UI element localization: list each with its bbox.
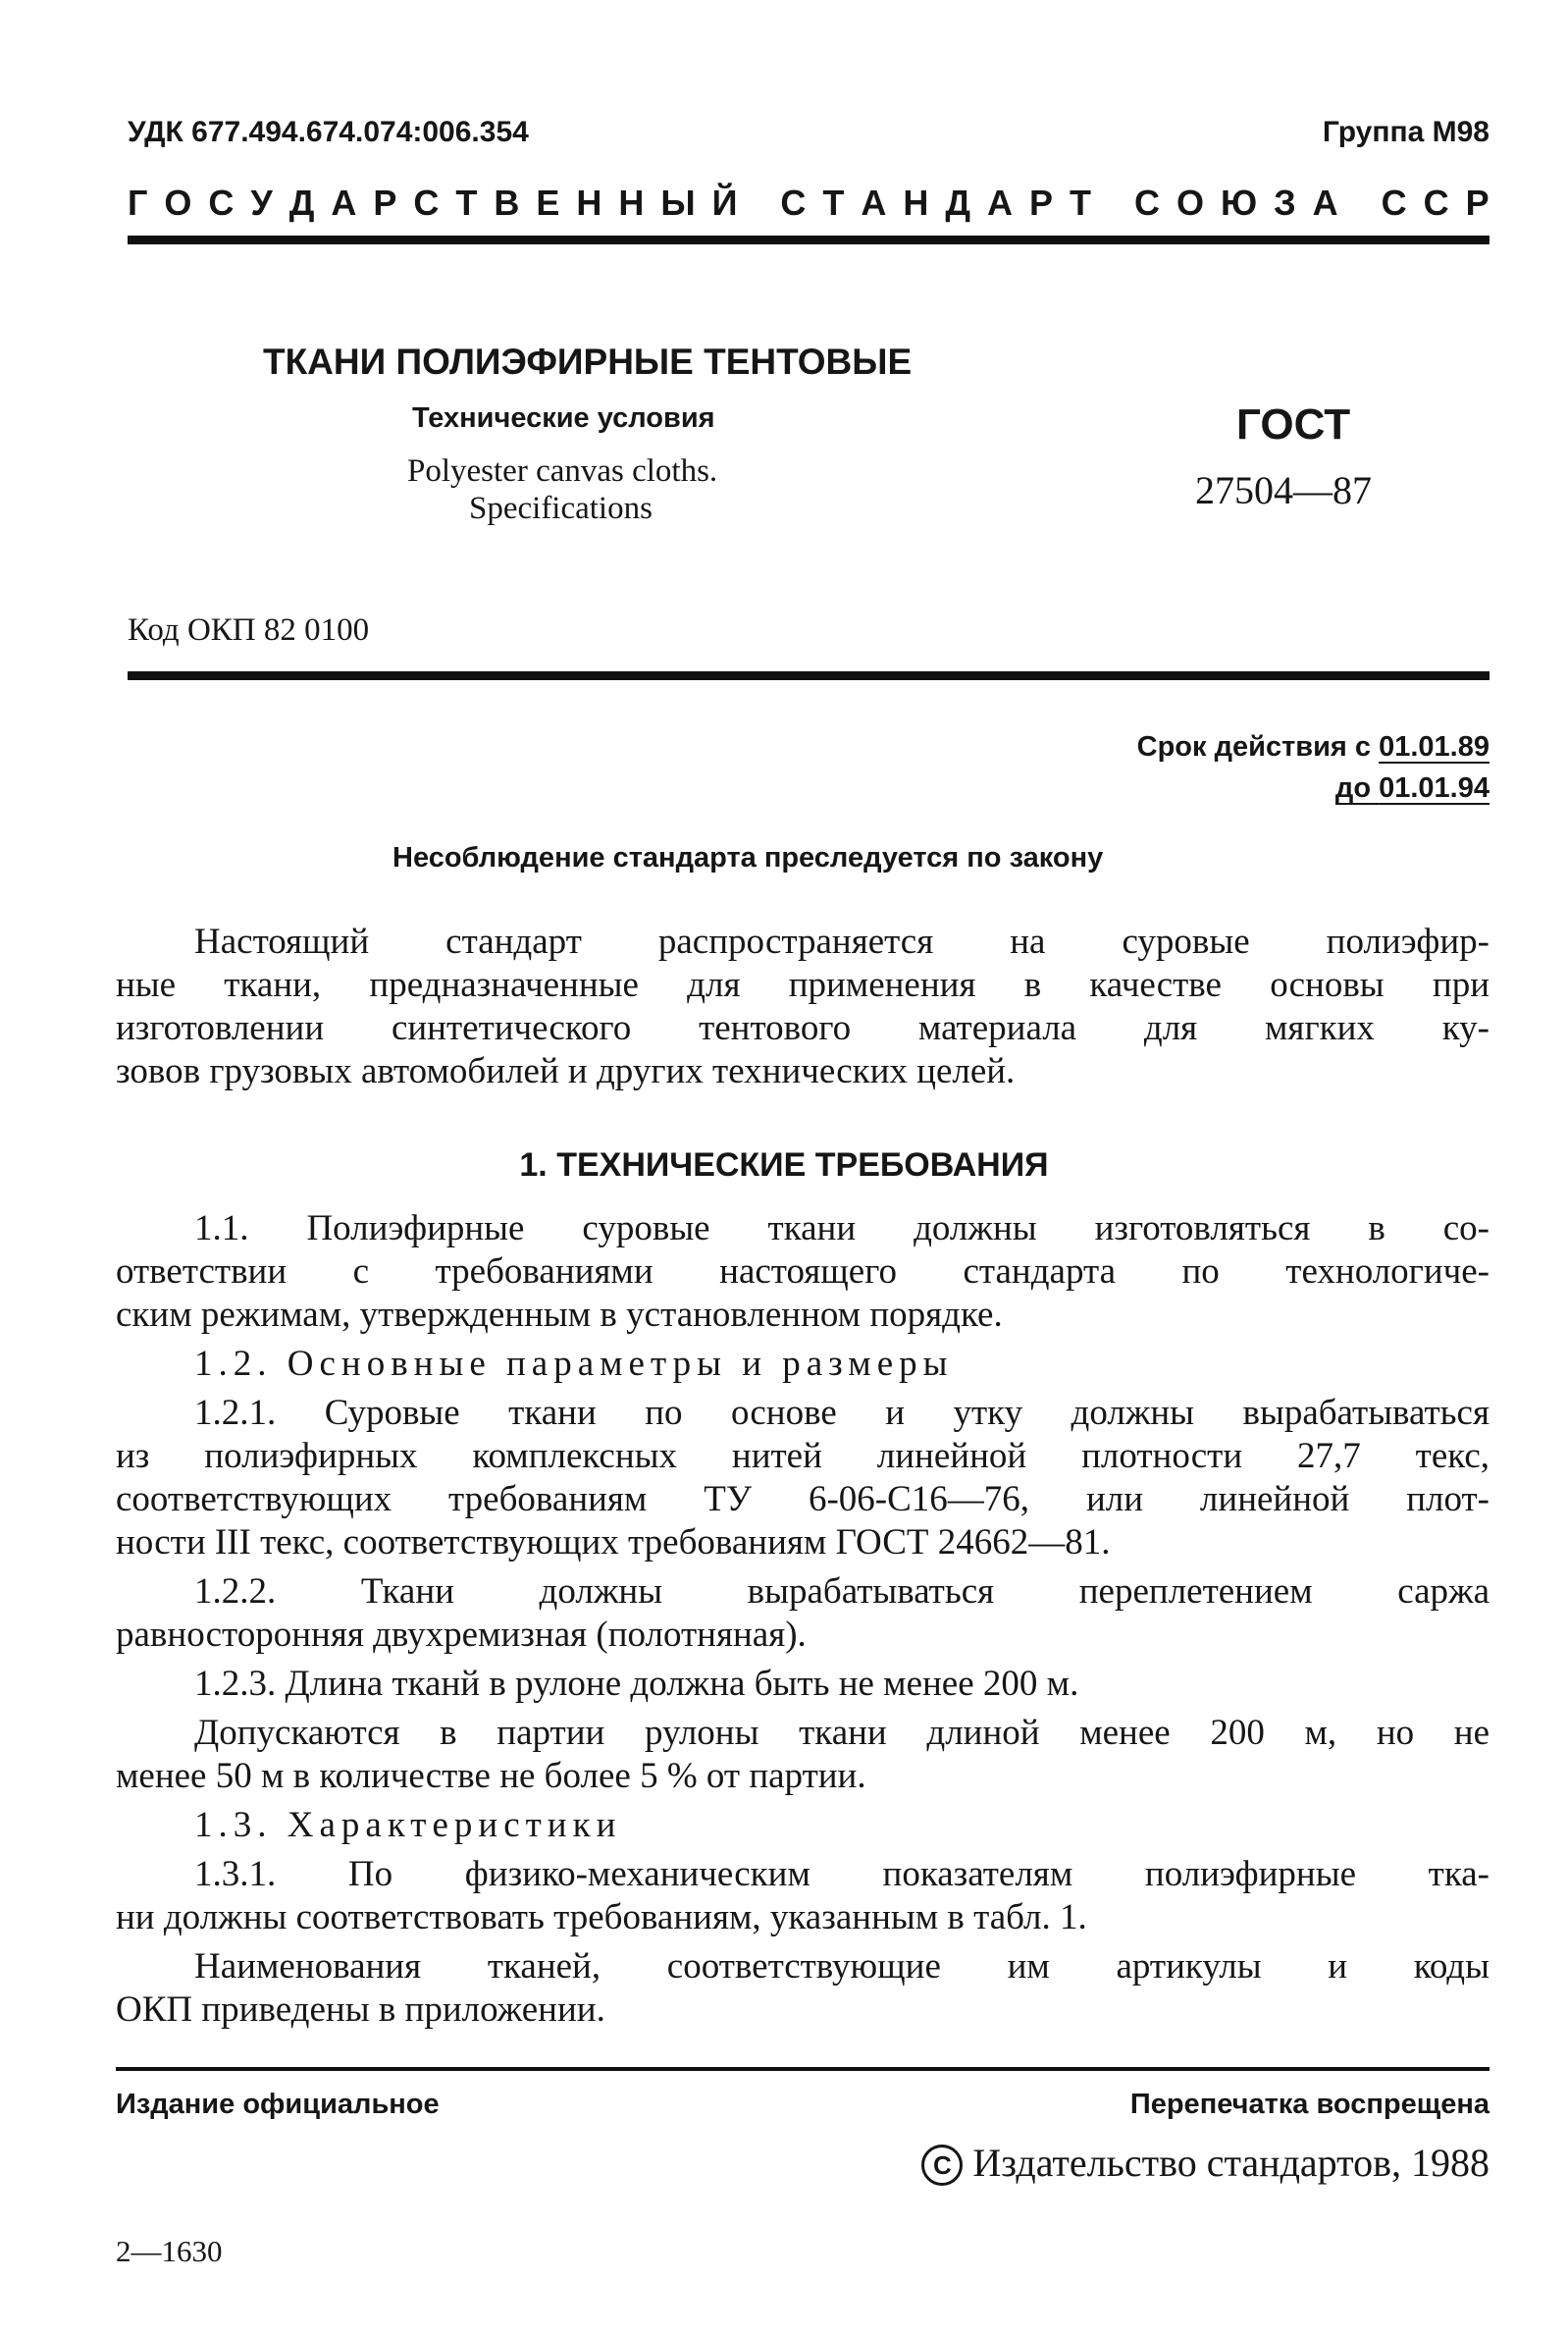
validity-period [1137, 726, 1490, 809]
english-title-line1: Polyester canvas cloths. [407, 453, 718, 489]
state-standard-letter: С [1381, 183, 1407, 223]
text-line: зовов грузовых автомобилей и других технических целей. [116, 1051, 1016, 1091]
text-line: 1.1. Полиэфирные суровые ткани должны изготовляться в со- [194, 1208, 1490, 1248]
state-standard-letter [1108, 183, 1118, 224]
reprint-notice: Перепечатка воспрещена [1129, 2089, 1490, 2120]
state-standard-letter: С [413, 183, 440, 223]
intro-paragraph [116, 921, 1490, 1093]
gost-label: ГОСТ [1236, 400, 1351, 449]
state-standard-letter: Н [903, 183, 929, 223]
text-line: ные ткани, предназначенные для применения в качестве основы при [116, 965, 1490, 1005]
validity-from [1137, 726, 1490, 768]
section-1-heading: 1. ТЕХНИЧЕСКИЕ ТРЕБОВАНИЯ [519, 1146, 1049, 1184]
text-line: 1.3.1. По физико-механическим показателям полиэфирные тка- [194, 1854, 1490, 1894]
state-standard-letter: Г [128, 183, 148, 223]
state-standard-letter: О [1176, 183, 1204, 223]
state-standard-letter: А [1312, 183, 1338, 223]
english-title-line2: Specifications [469, 491, 653, 526]
paragraph [116, 1570, 1490, 1657]
text-line: ни должны соответствовать требованиям, указанным в табл. 1. [116, 1897, 1087, 1937]
text-line: Наименования тканей, соответствующие им артикулы и коды [194, 1946, 1490, 1987]
paragraph [116, 1945, 1490, 2032]
edition-label: Издание официальное [116, 2089, 440, 2120]
subsection-heading [116, 1343, 1490, 1386]
state-standard-letter: Т [455, 183, 478, 223]
state-standard-letter: В [494, 183, 520, 223]
text-line: 1.2.2. Ткани должны вырабатываться переплетением саржа [194, 1571, 1490, 1612]
text-line: Допускаются в партии рулоны ткани длиной менее 200 м, но не [194, 1713, 1490, 1753]
state-standard-letter: С [1133, 183, 1160, 223]
text-line: изготовлении синтетического тентового материала для мягких ку- [116, 1008, 1490, 1048]
validity-to [1137, 768, 1490, 809]
text-line: 1.2.3. Длина тканй в рулоне должна быть не менее 200 м. [194, 1664, 1079, 1704]
document-title: ТКАНИ ПОЛИЭФИРНЫЕ ТЕНТОВЫЕ [263, 342, 913, 382]
law-notice: Несоблюдение стандарта преследуется по закону [392, 842, 1104, 874]
paragraph [116, 1207, 1490, 1337]
validity-from-label: Срок действия с [1136, 731, 1372, 763]
state-standard-letter: С [780, 183, 807, 223]
udk-code: УДК 677.494.674.074:006.354 [128, 116, 529, 148]
paragraph [116, 1712, 1490, 1798]
validity-to-date: 01.01.94 [1379, 772, 1490, 804]
state-standard-letter: Т [1069, 183, 1091, 223]
page-code: 2—1630 [116, 2234, 223, 2268]
state-standard-letter: Д [945, 183, 971, 223]
state-standard-letter: А [331, 183, 357, 223]
state-standard-letter: А [987, 183, 1013, 223]
copyright-icon: C [921, 2145, 963, 2186]
text-line: ности III текс, соответствующих требованиям ГОСТ 24662—81. [116, 1522, 1111, 1563]
header-rule [128, 236, 1490, 244]
text-line: ским режимам, утвержденным в установленном порядке. [116, 1295, 1003, 1335]
section-1-body [116, 1207, 1490, 2038]
subsection-heading-text: 1.3. Характеристики [194, 1805, 622, 1845]
state-standard-letter: Н [576, 183, 602, 223]
paragraph [116, 1663, 1490, 1706]
text-line: ОКП приведены в приложении. [116, 1989, 605, 2030]
state-standard-letter: Й [711, 183, 738, 223]
paragraph [116, 1853, 1490, 1939]
state-standard-letter: У [250, 183, 273, 223]
text-line: ответствии с требованиями настоящего стандарта по технологиче- [116, 1251, 1490, 1292]
okp-code: Код ОКП 82 0100 [128, 612, 370, 648]
state-standard-letter: О [164, 183, 192, 223]
state-standard-letter: Р [1028, 183, 1053, 223]
validity-from-date: 01.01.89 [1379, 731, 1490, 763]
text-line: Настоящий стандарт распространяется на суровые полиэфир- [194, 922, 1490, 962]
text-line: соответствующих требованиям ТУ 6-06-С16—76, или линейной плот- [116, 1479, 1490, 1519]
group-code: Группа М98 [1322, 116, 1490, 148]
state-standard-letter: А [861, 183, 887, 223]
state-standard-letter: Р [373, 183, 397, 223]
subsection-heading-text: 1.2. Основные параметры и размеры [194, 1344, 954, 1384]
document-subtitle: Технические условия [412, 402, 715, 434]
text-line: из полиэфирных комплексных нитей линейной плотности 27,7 текс, [116, 1436, 1490, 1476]
copyright-text: Издательство стандартов, 1988 [972, 2141, 1490, 2185]
state-standard-letter [754, 183, 763, 224]
state-standard-letter: С [208, 183, 235, 223]
state-standard-letter: С [1423, 183, 1449, 223]
state-standard-letter: Р [1465, 183, 1490, 223]
state-standard-heading [128, 183, 1490, 224]
state-standard-letter: Ю [1220, 183, 1258, 223]
state-standard-letter: Н [618, 183, 645, 223]
title-block-rule [128, 671, 1490, 680]
state-standard-letter: Д [288, 183, 315, 223]
footer-rule [116, 2067, 1490, 2071]
paragraph [116, 1392, 1490, 1564]
gost-number: 27504—87 [1195, 468, 1372, 512]
state-standard-letter [1355, 183, 1365, 224]
subsection-heading [116, 1804, 1490, 1847]
state-standard-letter: Ы [660, 183, 696, 223]
state-standard-letter: Е [536, 183, 560, 223]
text-line: 1.2.1. Суровые ткани по основе и утку должны вырабатываться [194, 1393, 1490, 1433]
state-standard-letter: Т [822, 183, 845, 223]
validity-to-label: до [1334, 772, 1372, 804]
text-line: менее 50 м в количестве не более 5 % от партии. [116, 1756, 866, 1796]
text-line: равносторонняя двухремизная (полотняная). [116, 1615, 807, 1655]
copyright [921, 2140, 1490, 2186]
state-standard-letter: З [1274, 183, 1296, 223]
